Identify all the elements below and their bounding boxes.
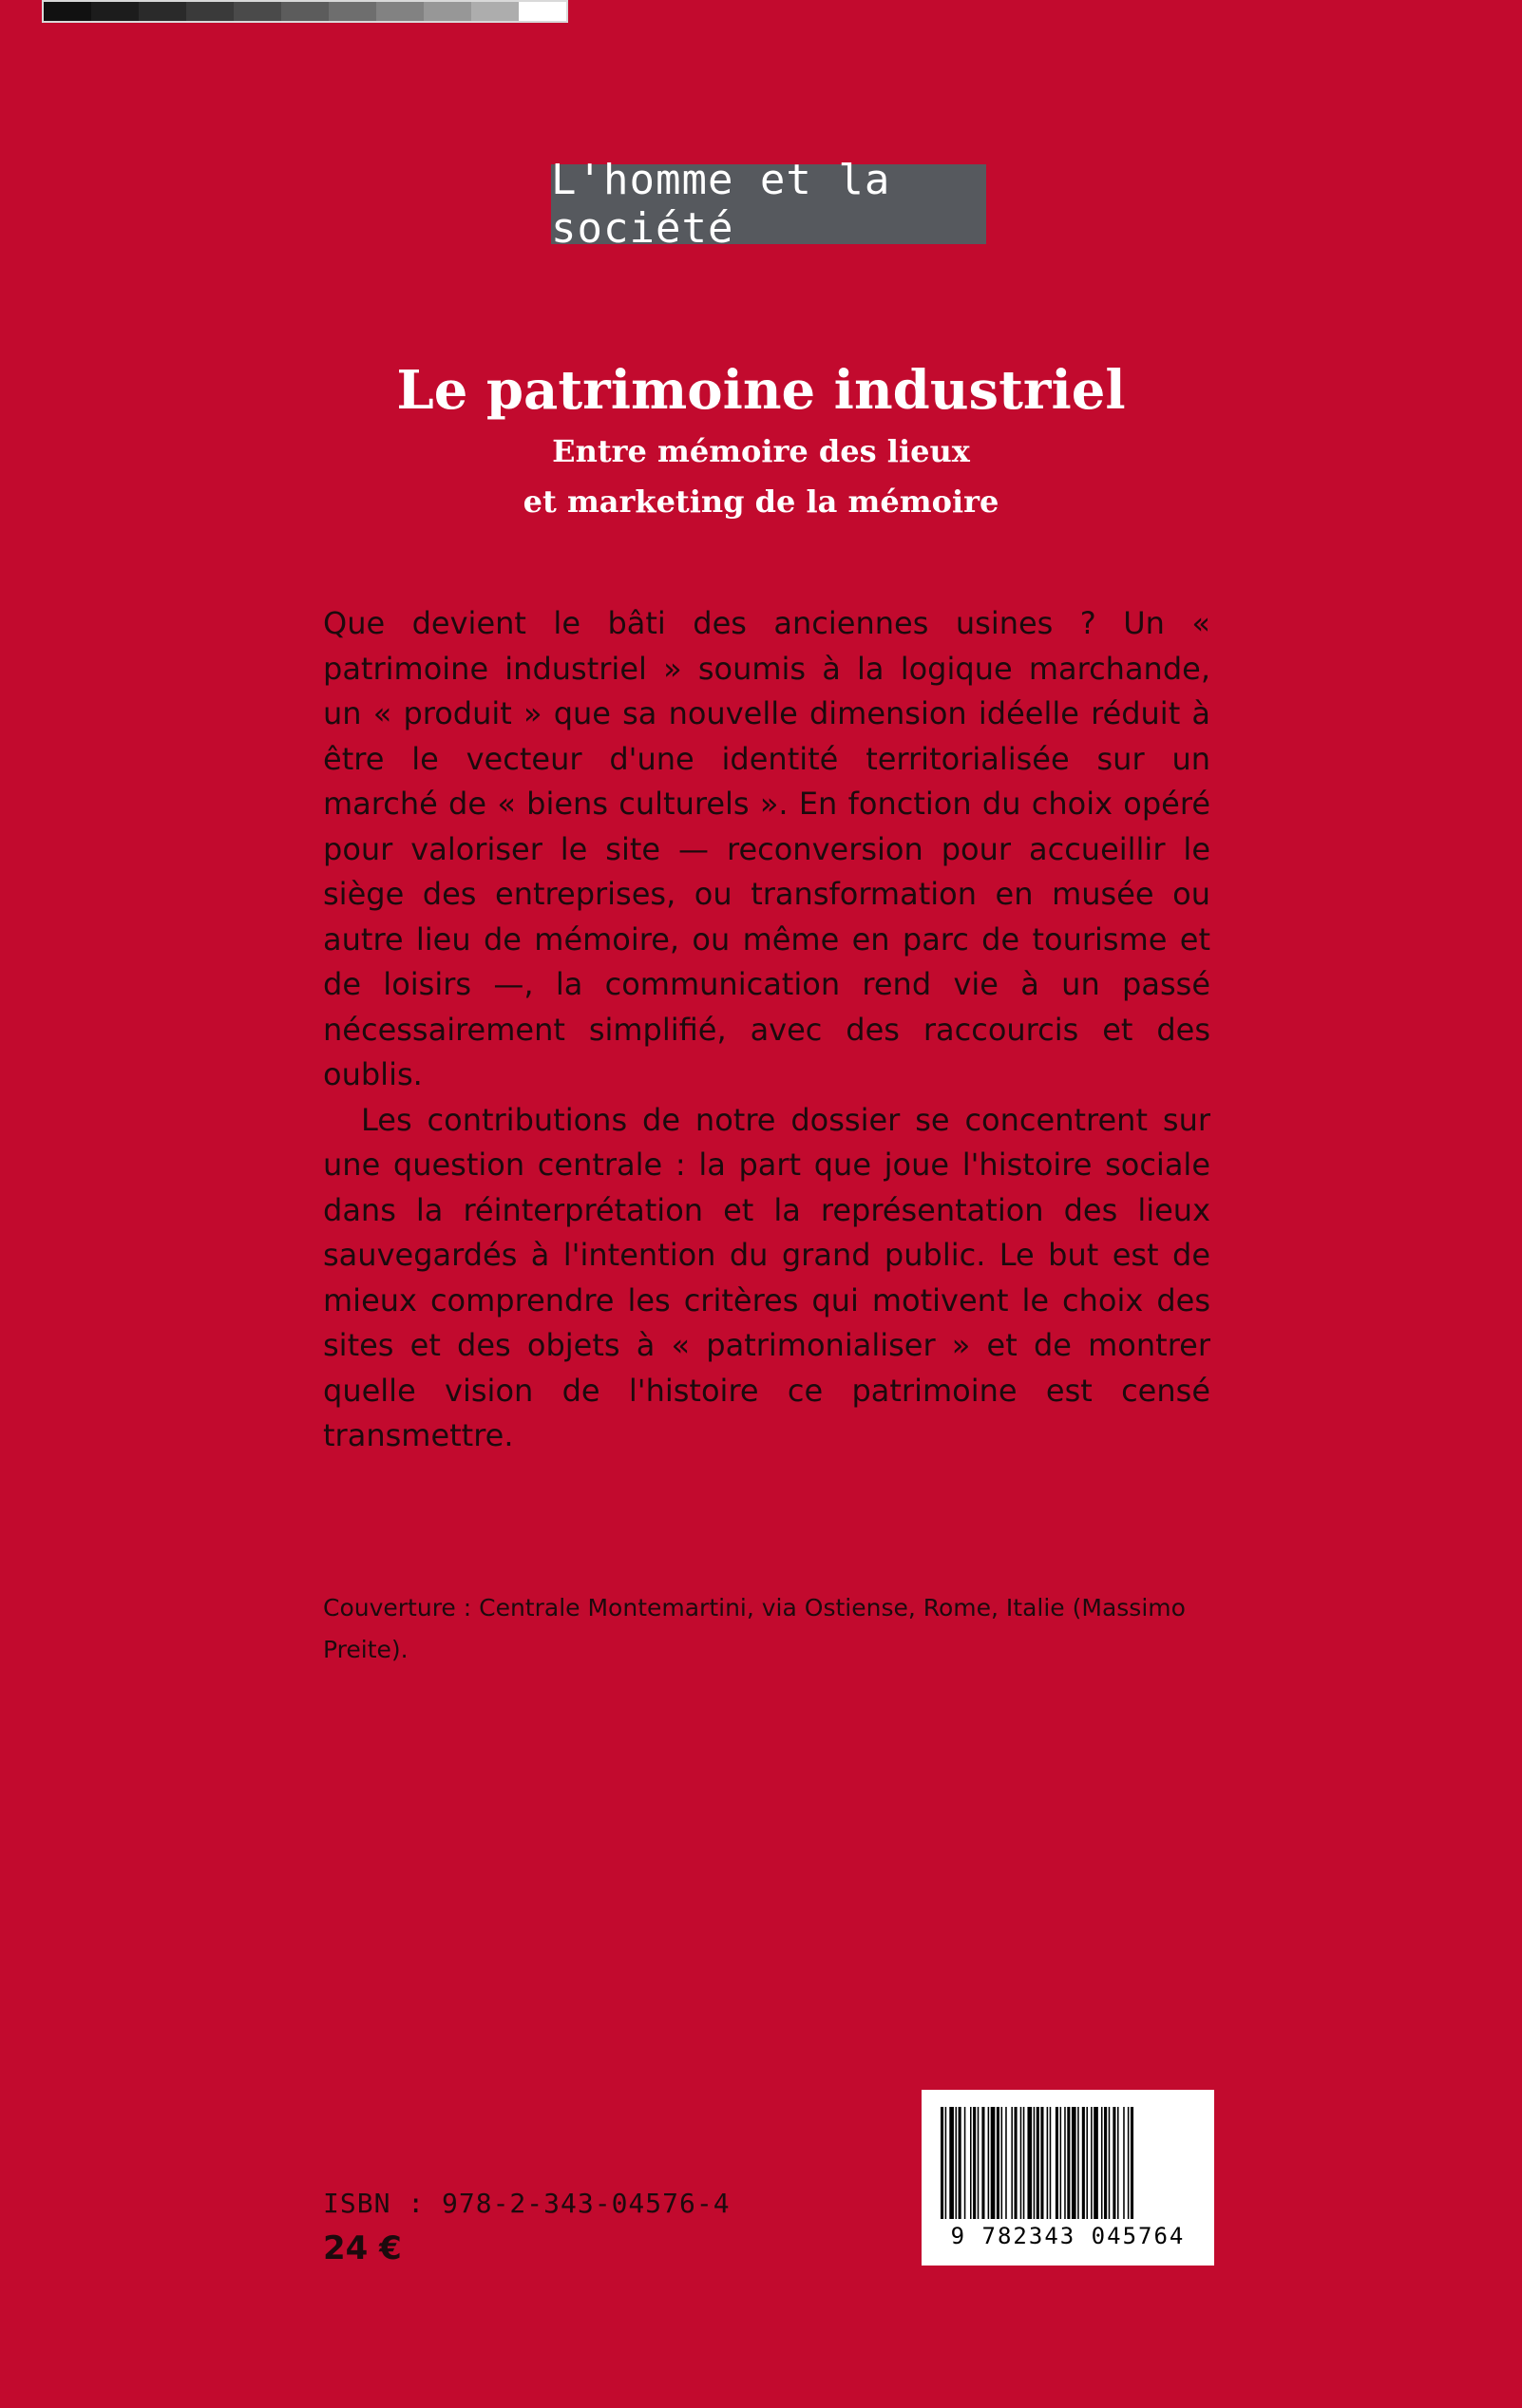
book-subtitle-line-1: Entre mémoire des lieux — [552, 433, 970, 469]
calibration-swatch — [424, 2, 471, 21]
barcode-bar — [973, 2107, 976, 2219]
barcode-bar — [1113, 2107, 1115, 2219]
calibration-swatch — [329, 2, 376, 21]
barcode-bar — [1060, 2107, 1062, 2219]
barcode-bar — [941, 2107, 943, 2219]
barcode-bar — [1001, 2107, 1003, 2219]
book-subtitle-line-2: et marketing de la mémoire — [523, 483, 999, 520]
cover-photo-credit: Couverture : Centrale Montemartini, via Ostiense, Rome, Italie (Massimo Preite). — [323, 1594, 1186, 1663]
barcode-bar — [1056, 2107, 1058, 2219]
barcode-bar — [1077, 2107, 1079, 2219]
barcode-bar — [945, 2107, 947, 2219]
barcode-bar — [991, 2107, 996, 2219]
price: 24 € — [323, 2229, 402, 2267]
barcode-bar — [949, 2107, 954, 2219]
barcode-bar — [1128, 2107, 1130, 2219]
barcode-bar — [1015, 2107, 1018, 2219]
barcode-bar — [981, 2107, 984, 2219]
barcode-bar — [978, 2107, 980, 2219]
blurb-paragraph-1: Que devient le bâti des anciennes usines ? Un « patrimoine industriel » soumis à la logique marchande, un « produit » que sa nouvelle dimension idéelle réduit à être le vecteur d'une identité territorialisée sur un marché de « biens culturels ». En fonction du choix opéré pour valoriser le site — reconversion pour accueillir le siège des entreprises, ou transformation en musée ou autre lieu de mémoire, ou même en parc de tourisme et de loisirs —, la communication rend vie à un passé nécessairement simplifié, avec des raccourcis et des oublis. — [323, 605, 1210, 1092]
barcode-bar — [970, 2107, 972, 2219]
barcode-bar — [1037, 2107, 1039, 2219]
calibration-swatch — [234, 2, 281, 21]
barcode — [922, 2090, 1214, 2266]
blurb-paragraph-2: Les contributions de notre dossier se concentrent sur une question centrale : la part que joue l'histoire sociale dans la réinterprétation et la représentation des lieux sauvegardés à l'intention du grand public. Le but est de mieux comprendre les critères qui motivent le choix des sites et des objets à « patrimonialiser » et de montrer quelle vision de l'histoire ce patrimoine est censé transmettre. — [323, 1101, 1210, 1453]
barcode-bar — [1086, 2107, 1088, 2219]
barcode-bars — [941, 2107, 1195, 2219]
barcode-bar — [1131, 2107, 1133, 2219]
barcode-bar — [1027, 2107, 1032, 2219]
calibration-swatch — [139, 2, 186, 21]
calibration-swatch — [281, 2, 329, 21]
barcode-bar — [1034, 2107, 1036, 2219]
calibration-swatch — [186, 2, 234, 21]
series-badge: L'homme et la société — [551, 164, 986, 244]
barcode-bar — [1082, 2107, 1085, 2219]
barcode-bar — [1117, 2107, 1119, 2219]
barcode-bar — [1005, 2107, 1007, 2219]
barcode-number: 9 782343 045764 — [950, 2223, 1186, 2249]
barcode-bar — [1011, 2107, 1013, 2219]
barcode-bar — [1040, 2107, 1043, 2219]
barcode-bar — [1094, 2107, 1098, 2219]
blurb — [323, 601, 1210, 1459]
barcode-bar — [1023, 2107, 1025, 2219]
calibration-swatch — [471, 2, 519, 21]
barcode-bar — [1067, 2107, 1070, 2219]
calibration-swatch — [519, 2, 566, 21]
barcode-bar — [1064, 2107, 1066, 2219]
barcode-bar — [1104, 2107, 1107, 2219]
color-calibration-strip — [42, 0, 568, 23]
barcode-bar — [956, 2107, 958, 2219]
barcode-bar — [964, 2107, 966, 2219]
barcode-bar — [1020, 2107, 1022, 2219]
barcode-bar — [997, 2107, 999, 2219]
calibration-swatch — [44, 2, 91, 21]
book-title: Le patrimoine industriel — [396, 359, 1126, 422]
barcode-bar — [988, 2107, 990, 2219]
barcode-bar — [1091, 2107, 1093, 2219]
barcode-bar — [1050, 2107, 1052, 2219]
calibration-swatch — [376, 2, 424, 21]
barcode-bar — [1072, 2107, 1076, 2219]
barcode-bar — [959, 2107, 961, 2219]
barcode-bar — [1123, 2107, 1125, 2219]
barcode-bar — [1101, 2107, 1103, 2219]
isbn: ISBN : 978-2-343-04576-4 — [323, 2188, 731, 2219]
barcode-bar — [1109, 2107, 1111, 2219]
barcode-bar — [1047, 2107, 1049, 2219]
calibration-swatch — [91, 2, 139, 21]
